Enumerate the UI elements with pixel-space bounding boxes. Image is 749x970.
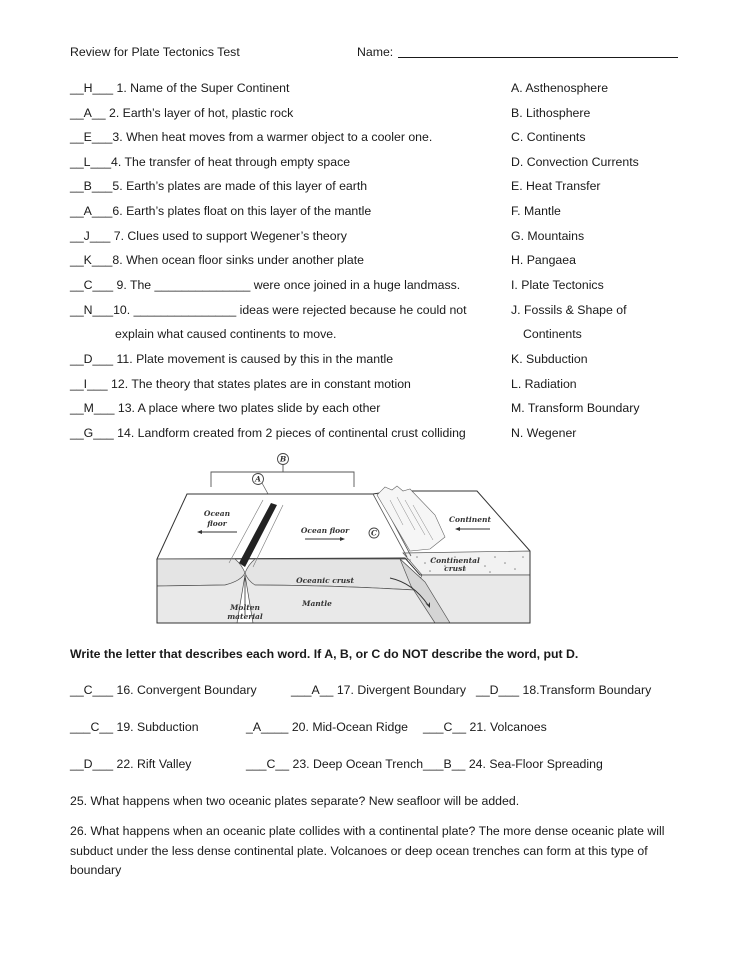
option-n: N. Wegener <box>511 426 577 440</box>
item-17: ___A__ 17. Divergent Boundary <box>291 683 467 697</box>
question-26-line-3: boundary <box>70 863 122 877</box>
item-18: __D___ 18.Transform Boundary <box>476 683 652 697</box>
item-20: _A____ 20. Mid-Ocean Ridge <box>246 720 409 734</box>
option-d: D. Convection Currents <box>511 155 639 169</box>
section2-instructions: Write the letter that describes each word. If A, B, or C do NOT describe the word, put D. <box>70 647 579 661</box>
item-22: __D___ 22. Rift Valley <box>70 757 192 771</box>
question-10: __N___10. _______________ ideas were rejected because he could not <box>70 303 467 317</box>
item-24: ___B__ 24. Sea-Floor Spreading <box>423 757 603 771</box>
item-23: ___C__ 23. Deep Ocean Trench <box>246 757 424 771</box>
question-8: __K___8. When ocean floor sinks under another plate <box>70 253 364 267</box>
label-molten-material: Molten <box>230 603 260 612</box>
option-b: B. Lithosphere <box>511 106 591 120</box>
question-25: 25. What happens when two oceanic plates separate? New seafloor will be added. <box>70 794 520 808</box>
option-c: C. Continents <box>511 130 586 144</box>
option-a: A. Asthenosphere <box>511 81 609 95</box>
question-11: __D___ 11. Plate movement is caused by this in the mantle <box>70 352 394 366</box>
item-16: __C___ 16. Convergent Boundary <box>70 683 257 697</box>
question-3: __E___3. When heat moves from a warmer object to a cooler one. <box>70 130 433 144</box>
item-19: ___C__ 19. Subduction <box>70 720 199 734</box>
question-12: __I___ 12. The theory that states plates are in constant motion <box>70 377 411 391</box>
question-2: __A__ 2. Earth’s layer of hot, plastic rock <box>70 106 294 120</box>
label-ocean-floor-left: Ocean <box>203 509 231 518</box>
option-j-continued: Continents <box>523 327 582 341</box>
marker-c-label: C <box>371 528 377 538</box>
option-l: L. Radiation <box>511 377 577 391</box>
label-oceanic-crust: Oceanic crust <box>296 576 354 585</box>
svg-text:floor: floor <box>207 519 227 528</box>
option-g: G. Mountains <box>511 229 585 243</box>
question-14: __G___ 14. Landform created from 2 pieces of continental crust colliding <box>70 426 466 440</box>
option-k: K. Subduction <box>511 352 588 366</box>
question-4: __L___4. The transfer of heat through empty space <box>70 155 351 169</box>
label-continent: Continent <box>449 515 491 524</box>
item-21: ___C__ 21. Volcanoes <box>423 720 547 734</box>
svg-text:material: material <box>227 612 263 621</box>
marker-b-label: B <box>279 454 287 464</box>
option-i: I. Plate Tectonics <box>511 278 604 292</box>
worksheet-title: Review for Plate Tectonics Test <box>70 45 240 59</box>
option-j: J. Fossils & Shape of <box>511 303 627 317</box>
question-10-continued: explain what caused continents to move. <box>115 327 337 341</box>
name-label: Name: <box>357 45 394 59</box>
svg-text:crust: crust <box>444 564 466 573</box>
label-mantle: Mantle <box>302 599 332 608</box>
question-1: __H___ 1. Name of the Super Continent <box>70 81 290 95</box>
question-26-line-2: subduct under the less dense continental plate. Volcanoes or deep ocean trenches can form at this type of <box>70 844 648 858</box>
option-e: E. Heat Transfer <box>511 179 601 193</box>
option-f: F. Mantle <box>511 204 561 218</box>
label-ocean-floor-middle: Ocean floor <box>300 526 350 535</box>
question-26-line-1: 26. What happens when an oceanic plate collides with a continental plate? The more dense oceanic plate will <box>70 824 665 838</box>
marker-a-label: A <box>255 474 261 484</box>
question-6: __A___6. Earth’s plates float on this layer of the mantle <box>70 204 372 218</box>
question-9: __C___ 9. The ______________ were once joined in a huge landmass. <box>70 278 461 292</box>
question-5: __B___5. Earth’s plates are made of this layer of earth <box>70 179 368 193</box>
option-h: H. Pangaea <box>511 253 576 267</box>
question-13: __M___ 13. A place where two plates slide by each other <box>70 401 381 415</box>
label-continental-crust: Continental <box>430 556 480 565</box>
name-field-line[interactable] <box>398 57 678 58</box>
question-7: __J___ 7. Clues used to support Wegener’s theory <box>70 229 347 243</box>
option-m: M. Transform Boundary <box>511 401 640 415</box>
plate-boundary-diagram <box>145 445 605 625</box>
